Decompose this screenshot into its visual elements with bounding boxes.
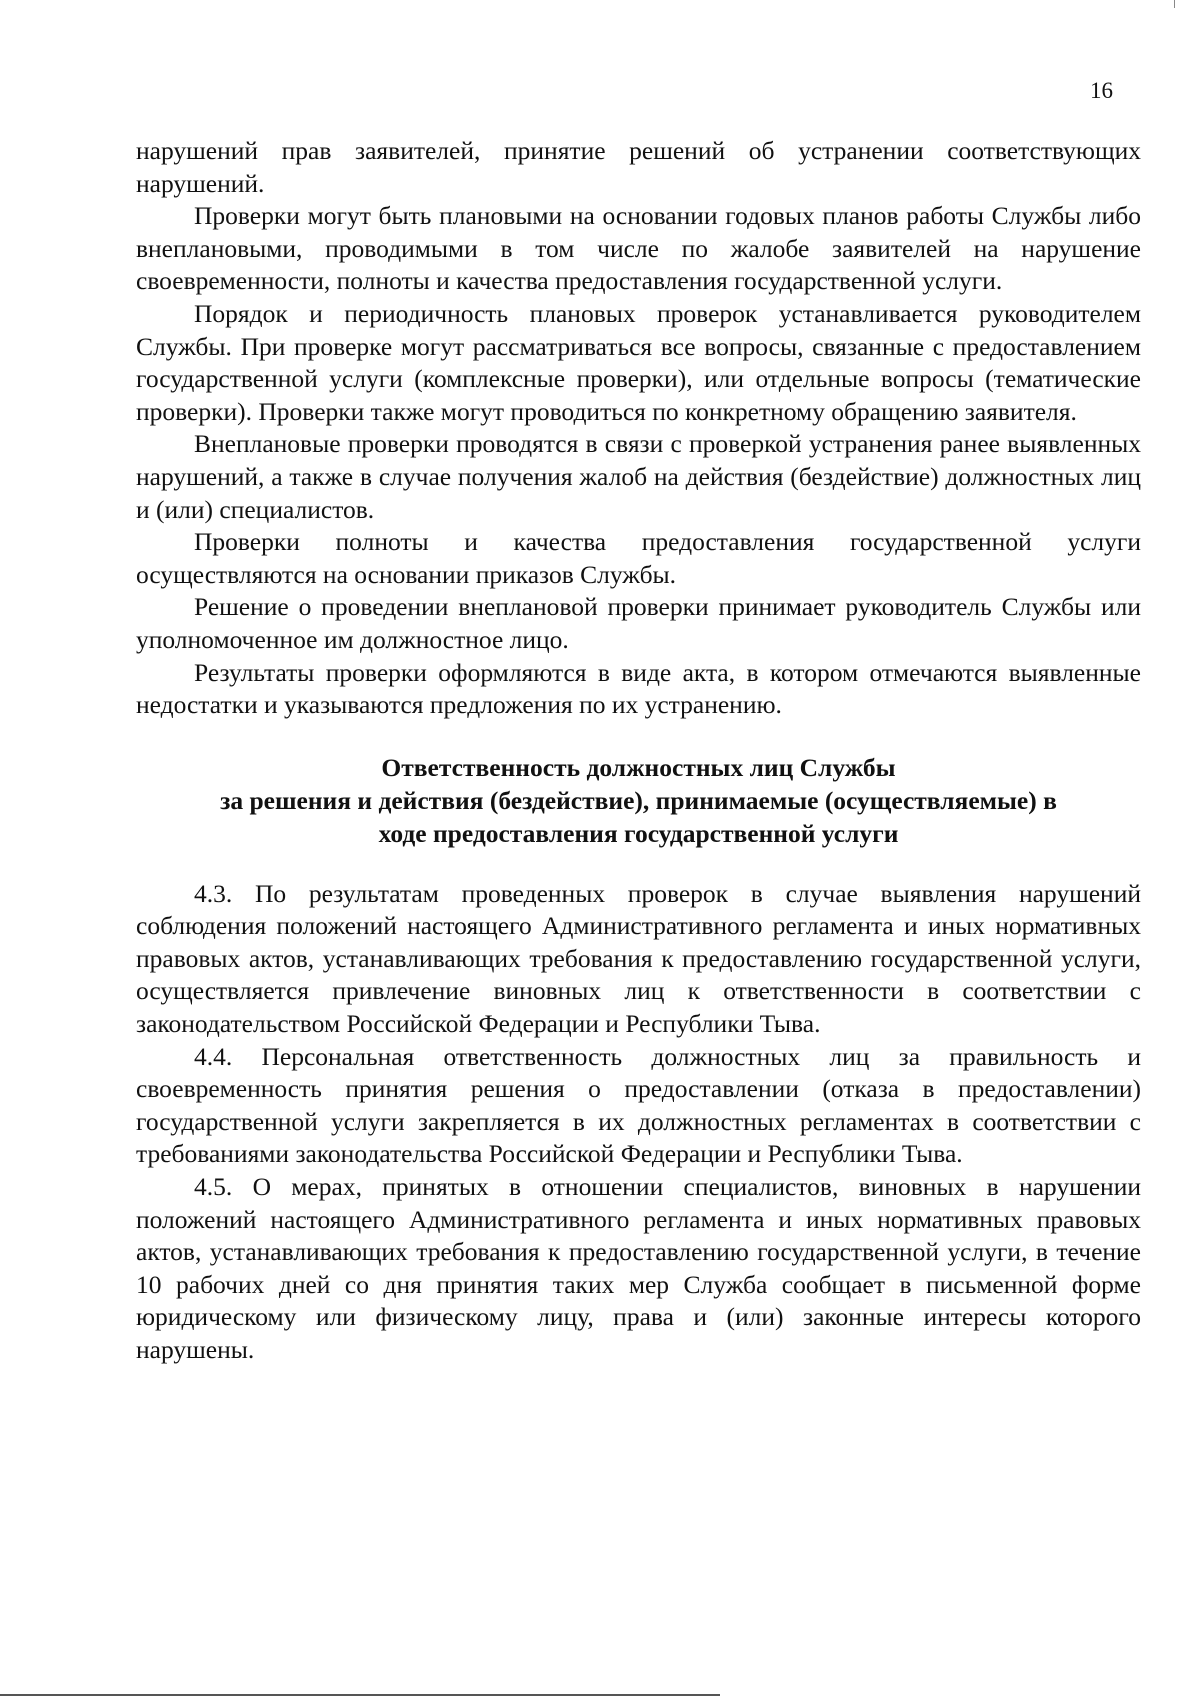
paragraph: Решение о проведении внеплановой проверки принимает руководитель Службы или уполномоченное им должностное лицо. xyxy=(136,592,1141,654)
heading-line: ходе предоставления государственной услуги xyxy=(378,818,899,848)
section-heading xyxy=(136,751,1141,850)
paragraph: Результаты проверки оформляются в виде акта, в котором отмечаются выявленные недостатки и указываются предложения по их устранению. xyxy=(136,657,1141,720)
scan-edge-line xyxy=(0,1694,720,1696)
heading-line: за решения и действия (бездействие), принимаемые (осуществляемые) в xyxy=(220,785,1057,815)
paragraph: нарушений прав заявителей, принятие решений об устранении соответствующих нарушений. xyxy=(136,136,1141,198)
page-number: 16 xyxy=(1090,78,1113,103)
paragraph: Проверки могут быть плановыми на основании годовых планов работы Службы либо внеплановыми, проводимыми в том числе по жалобе заявителей на нарушение своевременности, полноты и качества предоставления государственной услуги. xyxy=(136,201,1141,296)
paragraph: Порядок и периодичность плановых проверок устанавливается руководителем Службы. При проверке могут рассматриваться все вопросы, связанные с предоставлением государственной услуги (комплексные проверки), или отдельные вопросы (тематические проверки). Проверки также могут проводиться по конкретному обращению заявителя. xyxy=(136,298,1141,426)
document-body xyxy=(136,135,1141,1367)
paragraph-4-5: 4.5. О мерах, принятых в отношении специалистов, виновных в нарушении положений настоящего Административного регламента и иных нормативных правовых актов, устанавливающих требования к предоставлению государственной услуги, в течение 10 рабочих дней со дня принятия таких мер Служба сообщает в письменной форме юридическому или физическому лицу, права и (или) законные интересы которого нарушены. xyxy=(136,1172,1141,1364)
paragraph: Проверки полноты и качества предоставления государственной услуги осуществляются на основании приказов Службы. xyxy=(136,527,1141,589)
paragraph: Внеплановые проверки проводятся в связи с проверкой устранения ранее выявленных нарушений, а также в случае получения жалоб на действия (бездействие) должностных лиц и (или) специалистов. xyxy=(136,429,1141,524)
heading-line: Ответственность должностных лиц Службы xyxy=(381,752,896,782)
paragraph-4-3: 4.3. По результатам проведенных проверок в случае выявления нарушений соблюдения положений настоящего Административного регламента и иных нормативных правовых актов, устанавливающих требования к предоставлению государственной услуги, осуществляется привлечение виновных лиц к ответственности в соответствии с законодательством Российской Федерации и Республики Тыва. xyxy=(136,878,1141,1039)
scan-margin-mark xyxy=(1174,0,1175,8)
paragraph-4-4: 4.4. Персональная ответственность должностных лиц за правильность и своевременность принятия решения о предоставлении (отказа в предоставлении) государственной услуги закрепляется в их должностных регламентах в соответствии с требованиями законодательства Российской Федерации и Республики Тыва. xyxy=(136,1041,1141,1169)
